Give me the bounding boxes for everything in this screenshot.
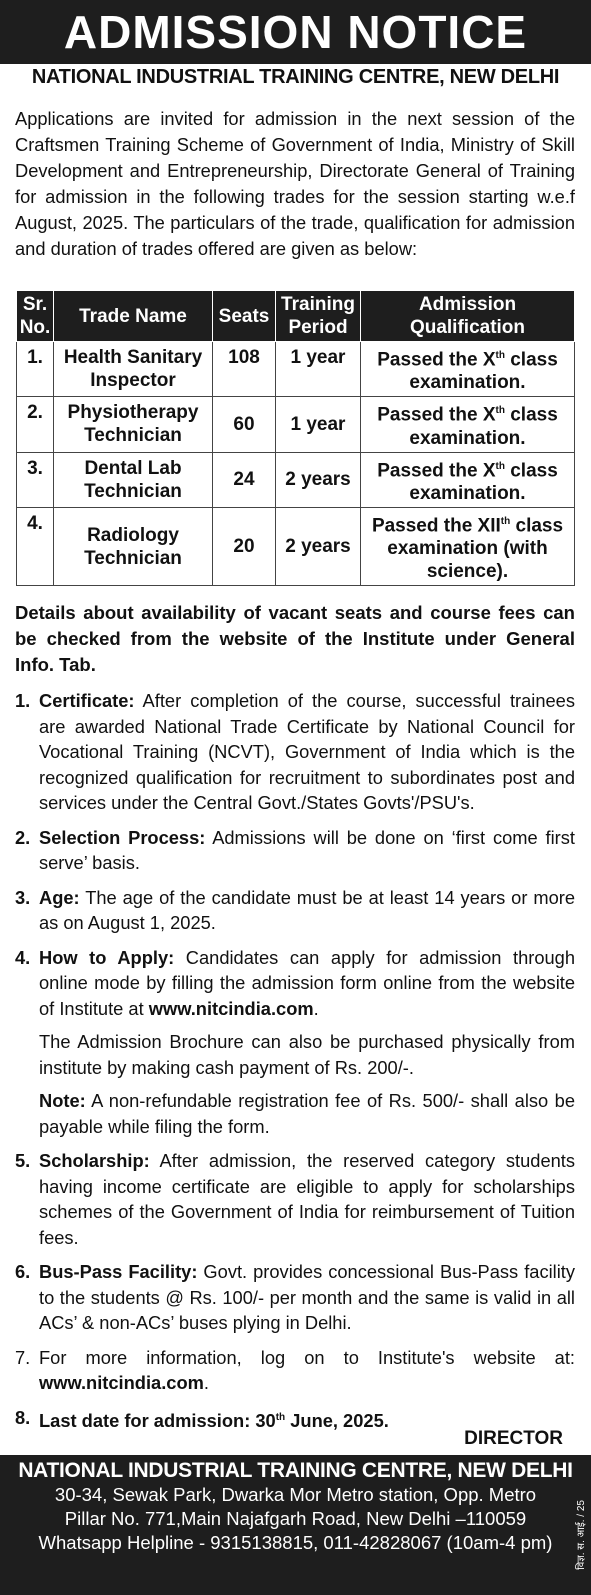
list-item (15, 885, 575, 936)
footer-address-1: 30-34, Sewak Park, Dwarka Mor Metro station, Opp. Metro (54, 1484, 537, 1505)
row-trade: Dental Lab Technician (54, 452, 213, 507)
row-qualification: Passed the Xth class examination. (361, 452, 575, 507)
list-item: 4. How to Apply: Candidates can apply for admission through online mode by filling the admission form online from the website of Institute at www.nitcindia.com. The Admission Brochure can also be purchased physically from institute by making cash payment of Rs. 200/-. Note: A non-refundable registration fee of Rs. 500/- shall also be payable while filing the form. (15, 945, 575, 1140)
row-seats: 24 (213, 452, 276, 507)
item-number: 1. (15, 690, 31, 711)
row-trade: Radiology Technician (54, 507, 213, 585)
item-text: For more information, log on to Institute's website at: (39, 1346, 575, 1368)
item-text: Candidates can apply for admission through online mode by filling the admission form online from the website of Institute at (39, 946, 575, 1019)
item-heading: How to Apply: (39, 946, 175, 968)
website-link[interactable]: www.nitcindia.com (148, 997, 314, 1019)
item-heading: Bus-Pass Facility: (39, 1261, 198, 1282)
item-number: 3. (15, 886, 31, 908)
table-row (17, 452, 575, 507)
row-trade: Physiotherapy Technician (54, 397, 213, 452)
item-number: 8. (15, 1406, 31, 1428)
list-item (15, 688, 575, 816)
item-text: The age of the candidate must be at least 14 years or more as on August 1, 2025. (39, 886, 575, 933)
row-sr: 4. (17, 507, 54, 585)
header-trade: Trade Name (54, 291, 213, 342)
list-item (15, 1148, 575, 1250)
table-row (17, 397, 575, 452)
list-item (15, 825, 575, 876)
table-header-row (17, 291, 575, 342)
header-period: Training Period (276, 291, 361, 342)
row-qualification: Passed the Xth class examination. (361, 342, 575, 397)
table-row (17, 342, 575, 397)
list-item: 7. For more information, log on to Institute's website at: www.nitcindia.com. (15, 1345, 575, 1396)
intro-text: Applications are invited for admission in the next session of the Craftsmen Training Scheme of Government of India, Ministry of Skill Development and Entrepreneurship, Directorate General of Training for admission in the following trades for the session starting w.e.f August, 2025. The particulars of the trade, qualification for admission and duration of trades offered are given as below: (15, 108, 575, 259)
row-trade: Health Sanitary Inspector (54, 342, 213, 397)
trades-table (16, 290, 575, 586)
item-text: After admission, the reserved category students having income certificate are eligible to apply for scholarships schemes of the Government of India for reimbursement of Tuition fees. (39, 1150, 575, 1248)
note-text: A non-refundable registration fee of Rs. 500/- shall also be payable while filing the form. (39, 1090, 575, 1137)
row-sr: 2. (17, 397, 54, 452)
item-number: 6. (15, 1261, 31, 1282)
item-text: Admissions will be done on ‘first come first serve’ basis. (39, 826, 575, 873)
row-qualification: Passed the Xth class examination. (361, 397, 575, 452)
footer (0, 1455, 591, 1595)
header-seats: Seats (213, 291, 276, 342)
last-date-text: Last date for admission: 30th June, 2025. (39, 1409, 389, 1431)
footer-title: NATIONAL INDUSTRIAL TRAINING CENTRE, NEW DELHI (18, 1459, 573, 1482)
row-period: 1 year (276, 342, 361, 397)
row-sr: 1. (17, 342, 54, 397)
row-seats: 108 (213, 342, 276, 397)
item-heading: Scholarship: (39, 1150, 150, 1171)
header-sr: Sr. No. (17, 291, 54, 342)
item-heading: Age: (39, 886, 80, 908)
website-link[interactable]: www.nitcindia.com (39, 1372, 204, 1393)
table-row (17, 507, 575, 585)
item-text: Govt. provides concessional Bus-Pass facility to the students @ Rs. 100/- per month and the same is valid in all ACs’ & non-ACs’ buses plying in Delhi. (39, 1261, 575, 1333)
footer-address-2: Pillar No. 771,Main Najafgarh Road, New Delhi –110059 (64, 1508, 527, 1529)
header-qualification: Admission Qualification (361, 291, 575, 342)
info-list (15, 688, 575, 1442)
row-period: 2 years (276, 507, 361, 585)
item-number: 7. (15, 1346, 31, 1368)
item-heading: Certificate: (39, 690, 135, 711)
row-qualification: Passed the XIIth class examination (with science). (361, 507, 575, 585)
signature: DIRECTOR (464, 1428, 563, 1449)
row-sr: 3. (17, 452, 54, 507)
notice-title: ADMISSION NOTICE (0, 0, 591, 64)
institute-name: NATIONAL INDUSTRIAL TRAINING CENTRE, NEW DELHI (31, 66, 560, 88)
row-seats: 60 (213, 397, 276, 452)
intro-paragraph (15, 106, 575, 262)
row-seats: 20 (213, 507, 276, 585)
item-text: After completion of the course, successful trainees are awarded National Trade Certificate by National Council for Vocational Training (NCVT), Government of India which is the recognized qualification for recruitment to subordinates post and services under the Central Govt./States Govts'/PSU's. (39, 690, 575, 813)
item-heading: Selection Process: (39, 826, 206, 848)
list-item (15, 1259, 575, 1336)
item-number: 2. (15, 826, 31, 848)
footer-helpline: Whatsapp Helpline - 9315138815, 011-42828067 (10am-4 pm) (38, 1532, 553, 1553)
item-number: 4. (15, 946, 31, 968)
row-period: 2 years (276, 452, 361, 507)
brochure-text: The Admission Brochure can also be purchased physically from institute by making cash payment of Rs. 200/-. (39, 1031, 575, 1078)
note-heading: Note: (39, 1090, 86, 1111)
side-code: विज्ञ. स. आई. / 25 (576, 1500, 587, 1570)
row-period: 1 year (276, 397, 361, 452)
item-number: 5. (15, 1150, 31, 1171)
details-note: Details about availability of vacant seats and course fees can be checked from the website of the Institute under General Info. Tab. (15, 602, 575, 675)
